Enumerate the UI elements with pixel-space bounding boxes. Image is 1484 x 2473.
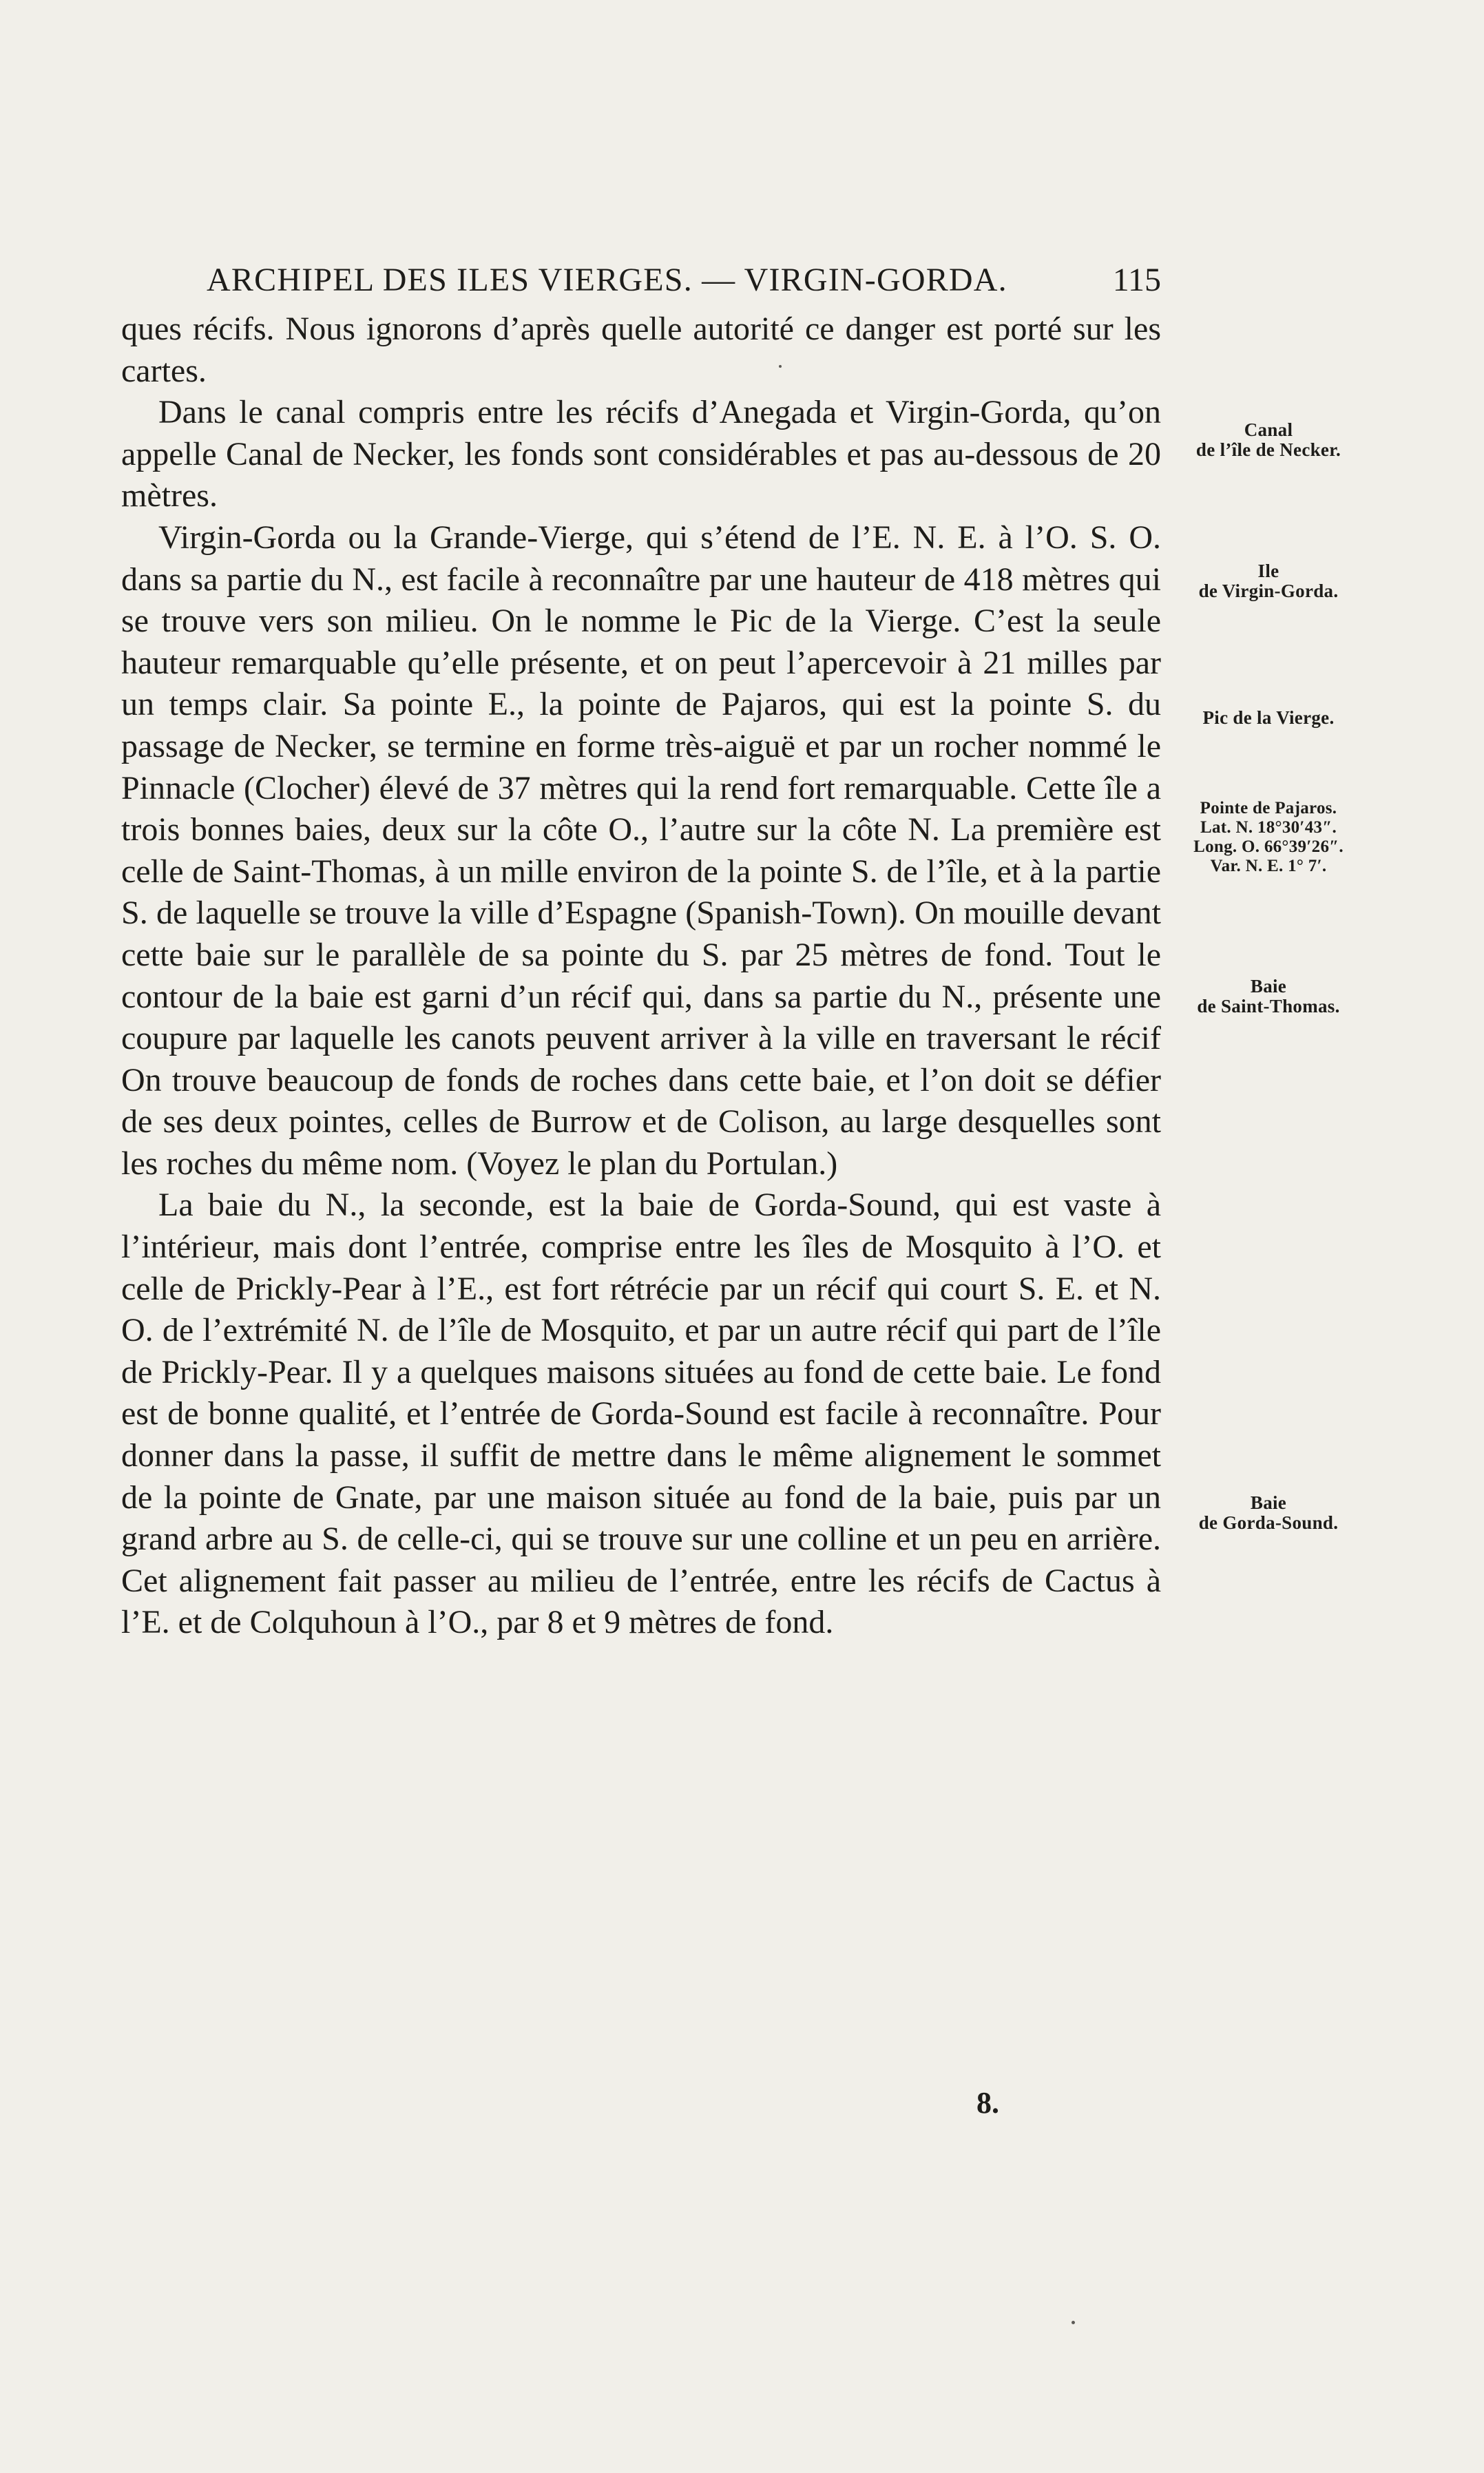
margin-note-line: de Virgin-Gorda. (1198, 581, 1339, 601)
margin-note-line: Lat. N. 18°30′43″. (1200, 818, 1337, 837)
margin-note-line: Baie (1250, 1492, 1287, 1513)
margin-note-line: Canal (1244, 419, 1293, 440)
margin-note-pointe-pajaros (1151, 799, 1386, 876)
margin-note-line: Var. N. E. 1° 7′. (1210, 857, 1327, 875)
margin-note-line: de Saint-Thomas. (1197, 996, 1340, 1016)
margin-note-baie-saint-thomas (1151, 977, 1386, 1016)
margin-note-line: Long. O. 66°39′26″. (1193, 837, 1344, 856)
page-number: 115 (1112, 262, 1161, 298)
margin-note-pic-vierge (1151, 708, 1386, 728)
signature-mark: 8. (976, 2086, 999, 2120)
margin-note-line: Baie (1250, 976, 1287, 996)
paper-speck (779, 365, 782, 368)
margin-note-ile-virgin-gorda (1151, 561, 1386, 601)
margin-note-line: Pic de la Vierge. (1202, 707, 1335, 728)
paragraph-canal-necker: Dans le canal compris entre les récifs d’Anegada et Virgin-Gorda, qu’on appelle Canal de Necker, les fonds sont considérables et pas au-dessous de 20 mètres. (121, 394, 1161, 514)
margin-note-canal-necker (1151, 420, 1386, 460)
running-title: ARCHIPEL DES ILES VIERGES. — VIRGIN-GORDA. (207, 262, 1007, 298)
paper-speck (1072, 2321, 1075, 2324)
margin-note-line: de l’île de Necker. (1195, 439, 1341, 460)
running-header (207, 256, 1161, 304)
paragraph-continuation: ques récifs. Nous ignorons d’après quelle autorité ce danger est porté sur les cartes. (121, 311, 1161, 389)
paragraph-virgin-gorda: Virgin-Gorda ou la Grande-Vierge, qui s’étend de l’E. N. E. à l’O. S. O. dans sa partie du N., est facile à reconnaître par une hauteur de 418 mètres qui se trouve vers son milieu. On le nomme le Pic de la Vierge. C’est la seule hauteur remarquable qu’elle présente, et on peut l’apercevoir à 21 milles par un temps clair. Sa pointe E., la pointe de Pajaros, qui est la pointe S. du passage de Necker, se termine en forme très-aiguë et par un rocher nommé le Pinnacle (Clocher) élevé de 37 mètres qui la rend fort remarquable. Cette île a trois bonnes baies, deux sur la côte O., l’autre sur la côte N. La première est celle de Saint-Thomas, à un mille environ de la pointe S. de l’île, et à la partie S. de laquelle se trouve la ville d’Espagne (Spanish-Town). On mouille devant cette baie sur le parallèle de sa pointe du S. par 25 mètres de fond. Tout le contour de la baie est garni d’un récif qui, dans sa partie du N., présente une coupure par laquelle les canots peuvent arriver à la ville en traversant le récif On trouve beaucoup de fonds de roches dans cette baie, et l’on doit se défier de ses deux pointes, celles de Burrow et de Colison, au large desquelles sont les roches du même nom. (Voyez le plan du Portulan.) (121, 519, 1161, 1182)
margin-note-line: de Gorda-Sound. (1198, 1512, 1339, 1533)
margin-note-line: Ile (1257, 561, 1279, 581)
paragraph-gorda-sound: La baie du N., la seconde, est la baie de Gorda-Sound, qui est vaste à l’intérieur, mais dont l’entrée, comprise entre les îles de Mosquito à l’O. et celle de Prickly-Pear à l’E., est fort rétrécie par un récif qui court S. E. et N. O. de l’extrémité N. de l’île de Mosquito, et par un autre récif qui part de l’île de Prickly-Pear. Il y a quelques maisons situées au fond de cette baie. Le fond est de bonne qualité, et l’entrée de Gorda-Sound est facile à reconnaître. Pour donner dans la passe, il suffit de mettre dans le même alignement le sommet de la pointe de Gnate, par une maison située au fond de la baie, puis par un grand arbre au S. de celle-ci, qui se trouve sur une colline et un peu en arrière. Cet alignement fait passer au milieu de l’entrée, entre les récifs de Cactus à l’E. et de Colquhoun à l’O., par 8 et 9 mètres de fond. (121, 1187, 1161, 1641)
margin-note-baie-gorda-sound (1151, 1493, 1386, 1533)
margin-note-line: Pointe de Pajaros. (1200, 799, 1337, 817)
main-text (121, 309, 1161, 1644)
